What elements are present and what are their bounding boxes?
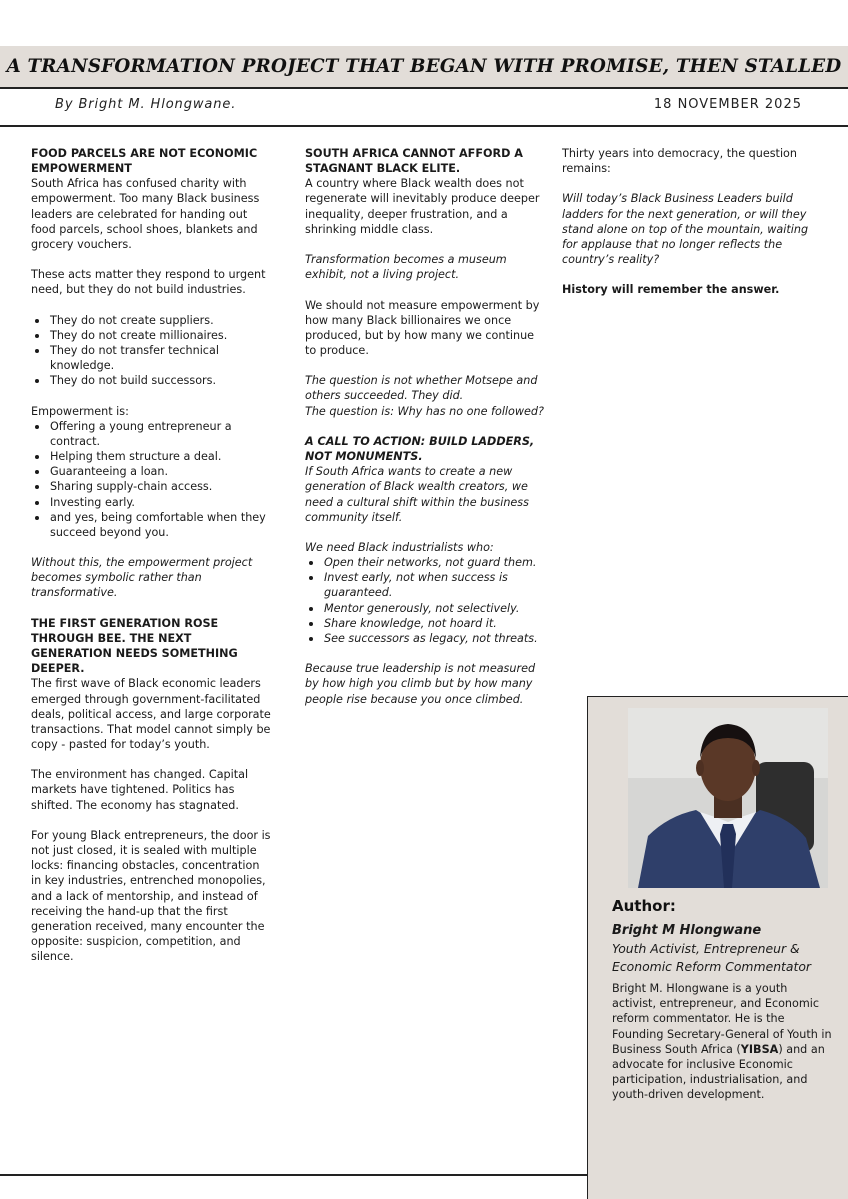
author-portrait-icon (628, 708, 828, 888)
author-box (587, 696, 848, 1199)
paragraph: South Africa has confused charity with empowerment. Too many Black business leaders are celebrated for handing out food parcels, school shoes, blankets and grocery vouchers. (31, 177, 260, 251)
list-item: They do not create suppliers. (31, 313, 273, 328)
paragraph: We need Black industrialists who: (305, 540, 494, 554)
paragraph: We should not measure empowerment by how many Black billionaires we once produced, but by how many we continue to produce. (305, 298, 540, 357)
list-item: Mentor generously, not selectively. (305, 601, 547, 616)
subheader-divider (0, 125, 848, 127)
list-item: Helping them structure a deal. (31, 449, 273, 464)
paragraph: Without this, the empowerment project becomes symbolic rather than transformative. (31, 556, 253, 600)
bullet-list (31, 313, 273, 389)
paragraph: The first wave of Black economic leaders emerged through government-facilitated deals, political access, and large corporate transactions. That model cannot simply be copy - pasted for today’s youth. (31, 677, 271, 752)
paragraph: Transformation becomes a museum exhibit, not a living project. (305, 253, 507, 282)
bullet-list (305, 555, 547, 646)
byline: By Bright M. Hlongwane. (55, 97, 237, 112)
list-item: They do not build successors. (31, 373, 273, 388)
paragraph: These acts matter they respond to urgent need, but they do not build industries. (31, 268, 266, 297)
list-item: Investing early. (31, 495, 273, 510)
author-bio-text: ) and an advocate for inclusive Economic participation, industrialisation, and youth-driven development. (612, 1042, 825, 1102)
list-item: Invest early, not when success is guaranteed. (305, 570, 547, 600)
list-item: They do not create millionaires. (31, 328, 273, 343)
list-item: and yes, being comfortable when they succeed beyond you. (31, 510, 273, 540)
paragraph: The question is not whether Motsepe and others succeeded. They did. (305, 374, 538, 403)
author-role: Youth Activist, Entrepreneur & Economic Reform Commentator (612, 941, 812, 974)
paragraph: Because true leadership is not measured by how high you climb but by how many people rise because you once climbed. (305, 662, 536, 706)
column-1 (31, 146, 273, 964)
paragraph: The question is: Why has no one followed? (305, 404, 544, 418)
list-item: Sharing supply-chain access. (31, 479, 273, 494)
column-2 (305, 146, 547, 707)
heading-call-to-action: A CALL TO ACTION: BUILD LADDERS, NOT MONUMENTS. (305, 434, 535, 464)
list-item: They do not transfer technical knowledge. (31, 343, 273, 373)
list-item: Offering a young entrepreneur a contract. (31, 419, 273, 449)
header-divider (0, 87, 848, 89)
list-item: Share knowledge, not hoard it. (305, 616, 547, 631)
page-title: A TRANSFORMATION PROJECT THAT BEGAN WITH PROMISE, THEN STALLED (6, 56, 842, 77)
publish-date: 18 NOVEMBER 2025 (653, 97, 802, 112)
paragraph: For young Black entrepreneurs, the door is not just closed, it is sealed with multiple locks: financing obstacles, concentration in key industries, entrenched monopolies, and a lack of mentorship, and instead of receiving the hand-up that the first generation received, many encounter the opposite: suspicion, competition, and silence. (31, 828, 271, 964)
heading-food-parcels: FOOD PARCELS ARE NOT ECONOMIC EMPOWERMENT (31, 147, 258, 176)
paragraph: Will today’s Black Business Leaders build ladders for the next generation, or will they stand alone on top of the mountain, waiting for applause that no longer reflects the country’s reality? (562, 192, 809, 267)
author-bio-org: YIBSA (740, 1042, 779, 1056)
list-item: Guaranteeing a loan. (31, 464, 273, 479)
paragraph: The environment has changed. Capital markets have tightened. Politics has shifted. The economy has stagnated. (31, 768, 249, 812)
list-item: Open their networks, not guard them. (305, 555, 547, 570)
paragraph: Thirty years into democracy, the question remains: (562, 147, 797, 176)
column-3 (562, 146, 812, 298)
author-bio-text: Bright M. Hlongwane is a youth activist, entrepreneur, and Economic reform commentator. He is the Founding Secretary-General of Youth in Business South Africa ( (612, 982, 832, 1056)
author-name: Bright M Hlongwane (612, 923, 762, 938)
list-item: See successors as legacy, not threats. (305, 631, 547, 646)
paragraph: Empowerment is: (31, 404, 129, 418)
paragraph: A country where Black wealth does not regenerate will inevitably produce deeper inequality, deeper frustration, and a shrinking middle class. (305, 177, 540, 236)
author-label: Author: (612, 897, 676, 915)
paragraph: If South Africa wants to create a new generation of Black wealth creators, we need a cultural shift within the business community itself. (305, 465, 529, 524)
bullet-list (31, 419, 273, 540)
footer-divider (0, 1174, 588, 1176)
heading-first-generation: THE FIRST GENERATION ROSE THROUGH BEE. THE NEXT GENERATION NEEDS SOMETHING DEEPER. (31, 616, 238, 676)
author-bio (612, 981, 832, 1103)
headline-banner (0, 46, 848, 87)
author-photo (628, 708, 828, 888)
heading-stagnant-elite: SOUTH AFRICA CANNOT AFFORD A STAGNANT BLACK ELITE. (305, 147, 523, 176)
closing-line: History will remember the answer. (562, 283, 780, 297)
